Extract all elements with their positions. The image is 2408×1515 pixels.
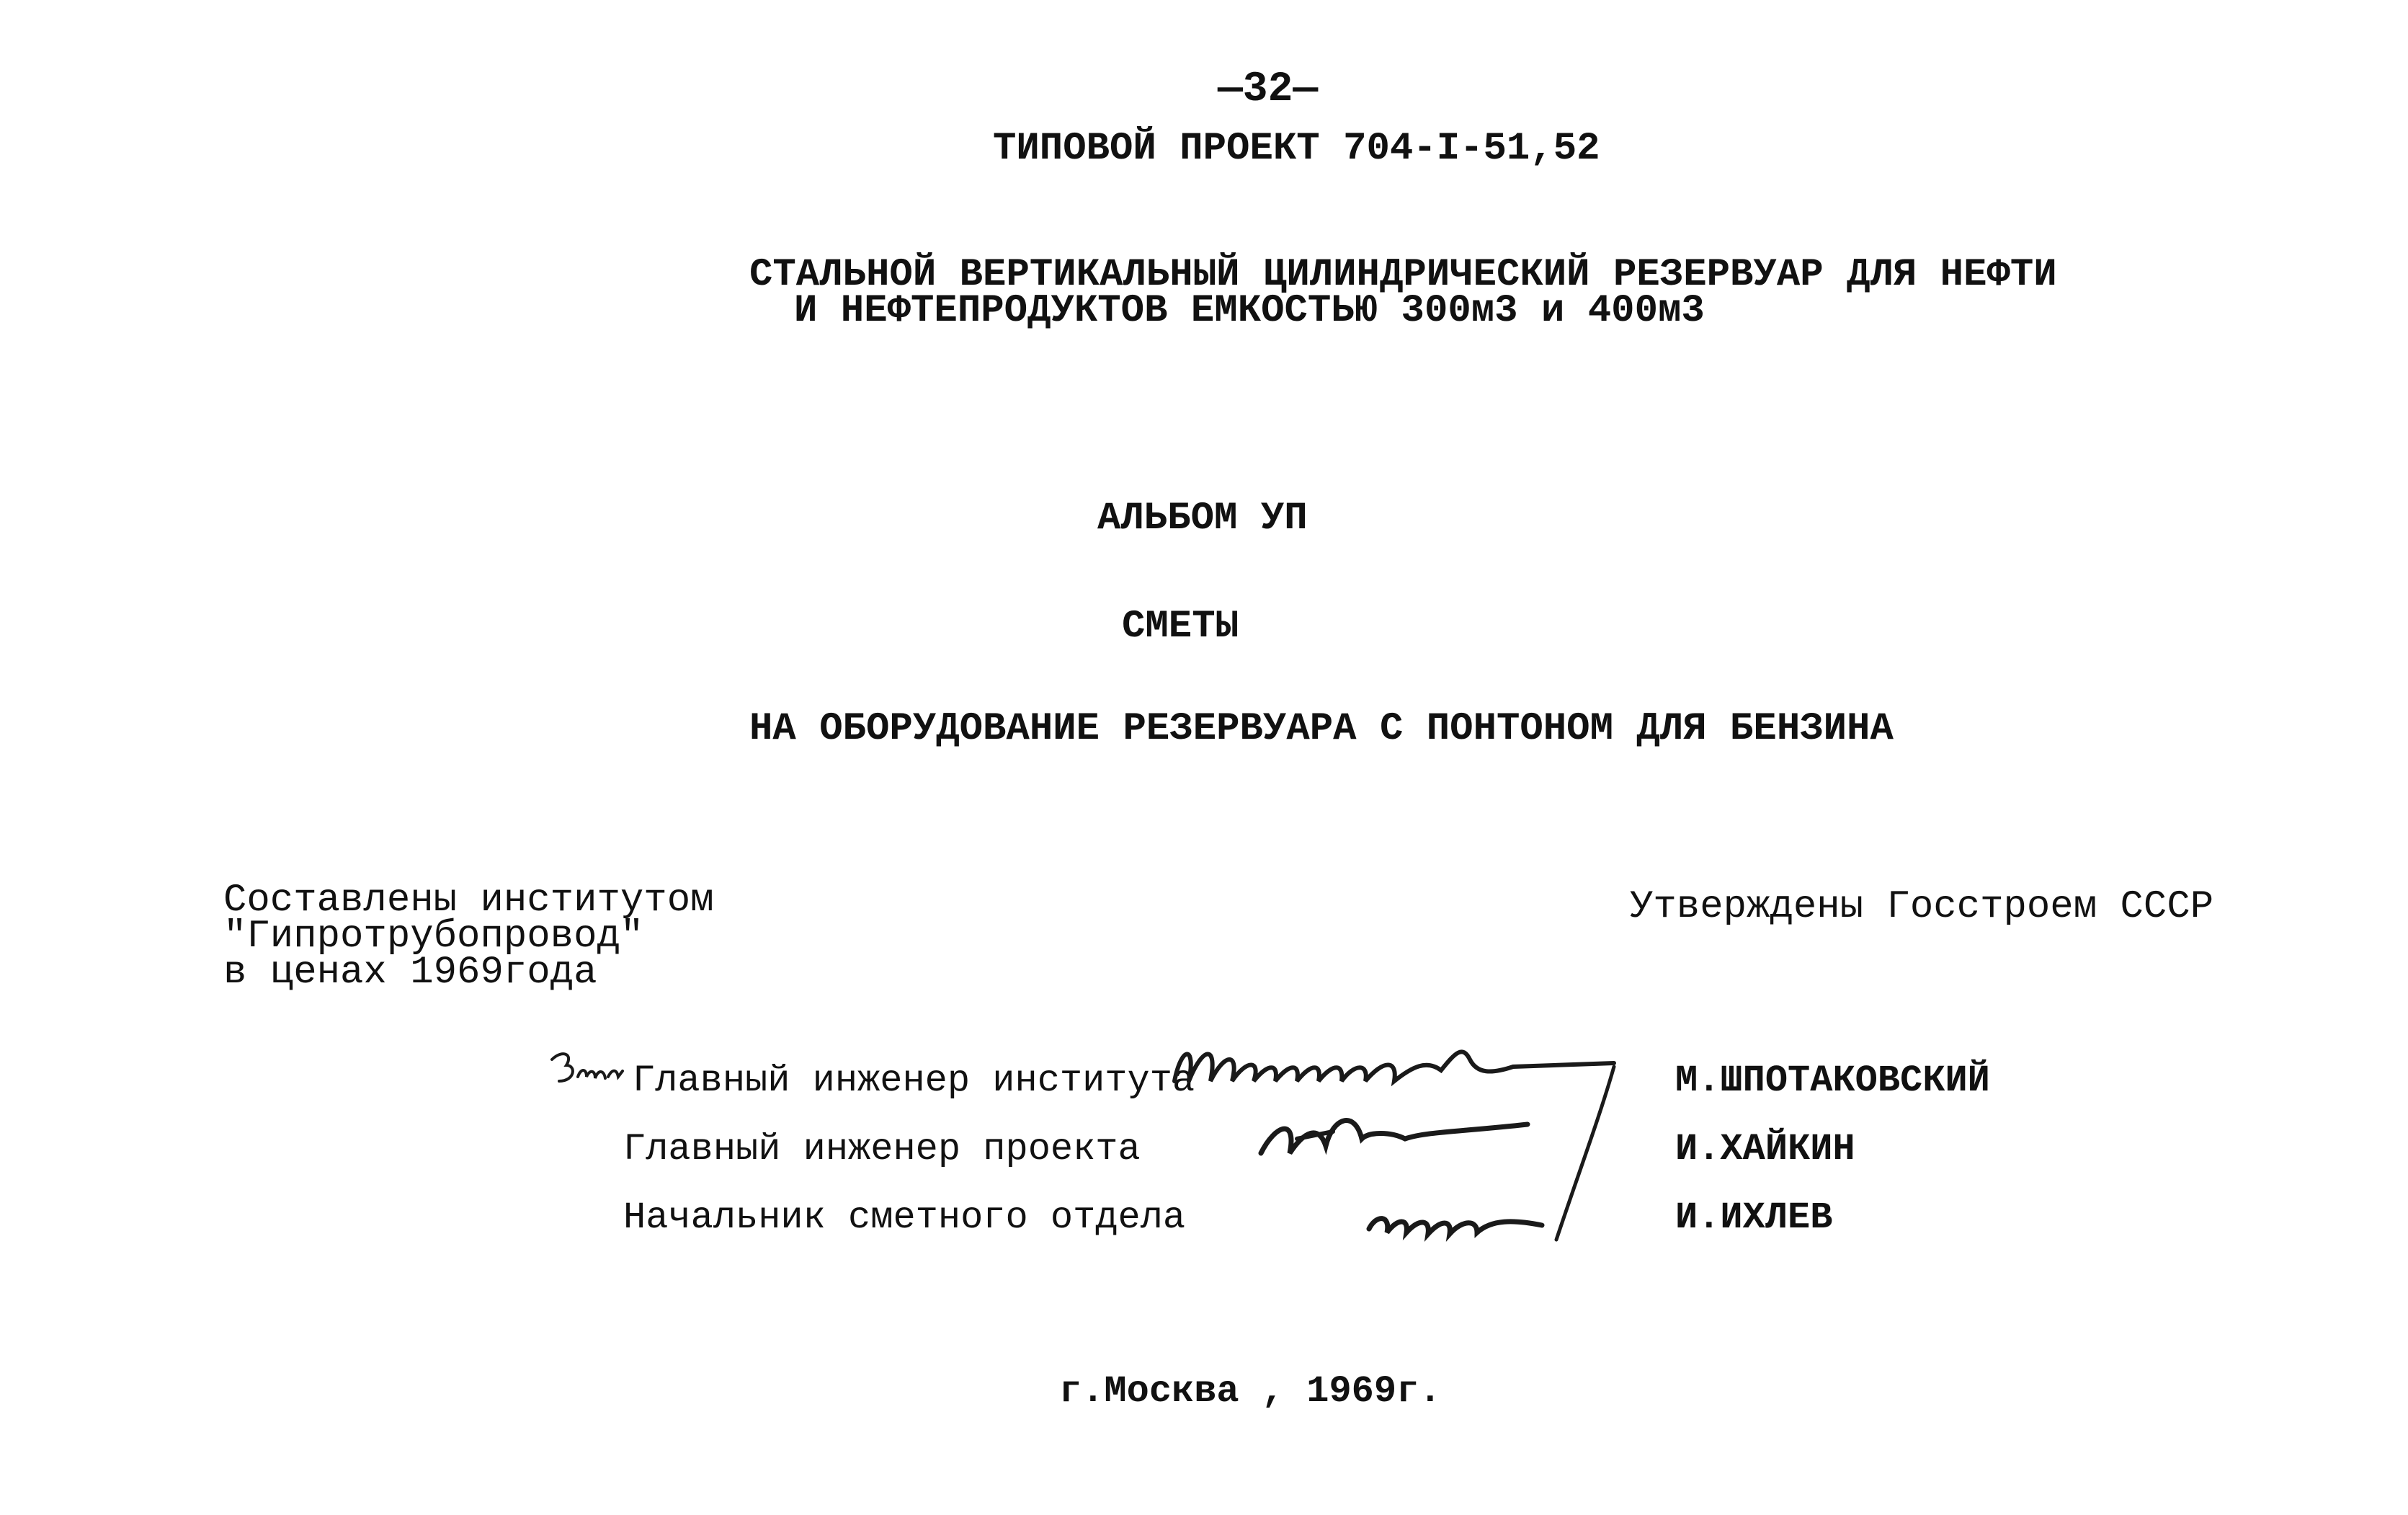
subject-title-line-2: И НЕФТЕПРОДУКТОВ ЕМКОСТЬЮ 300м3 и 400м3: [794, 289, 1705, 333]
city-and-year: г.Москва , 1969г.: [1059, 1370, 1442, 1413]
compiled-by-line-2: "Гипротрубопровод": [223, 915, 644, 959]
document-type: СМЕТЫ: [1122, 605, 1239, 649]
signatory-1-name: М.ШПОТАКОВСКИЙ: [1675, 1059, 1990, 1102]
signatory-1-role: Главный инженер института: [633, 1059, 1195, 1102]
document-subject: НА ОБОРУДОВАНИЕ РЕЗЕРВУАРА С ПОНТОНОМ ДЛЯ БЕНЗИНА: [749, 707, 1894, 751]
compiled-by-line-3: в ценах 1969года: [223, 951, 597, 995]
page-number: —32—: [1218, 66, 1319, 113]
signatory-3-name: И.ИХЛЕВ: [1675, 1196, 1833, 1239]
subject-title-line-1: СТАЛЬНОЙ ВЕРТИКАЛЬНЫЙ ЦИЛИНДРИЧЕСКИЙ РЕЗЕРВУАР ДЛЯ НЕФТИ: [749, 253, 2057, 297]
handwritten-prefix-signature: [548, 1044, 627, 1094]
compiled-by-line-1: Составлены институтом: [223, 879, 714, 923]
handwritten-signatures: [1153, 1031, 1657, 1261]
signatory-2-role: Главный инженер проекта: [623, 1128, 1141, 1170]
project-code: ТИПОВОЙ ПРОЕКТ 704-I-51,52: [993, 127, 1600, 171]
approved-by: Утверждены Госстроем СССР: [1630, 885, 2214, 929]
album-title: АЛЬБОМ УП: [1097, 497, 1308, 541]
signatory-3-role: Начальник сметного отдела: [623, 1196, 1186, 1239]
compiled-by-block: [223, 879, 714, 995]
signatory-2-name: И.ХАЙКИН: [1675, 1128, 1855, 1170]
